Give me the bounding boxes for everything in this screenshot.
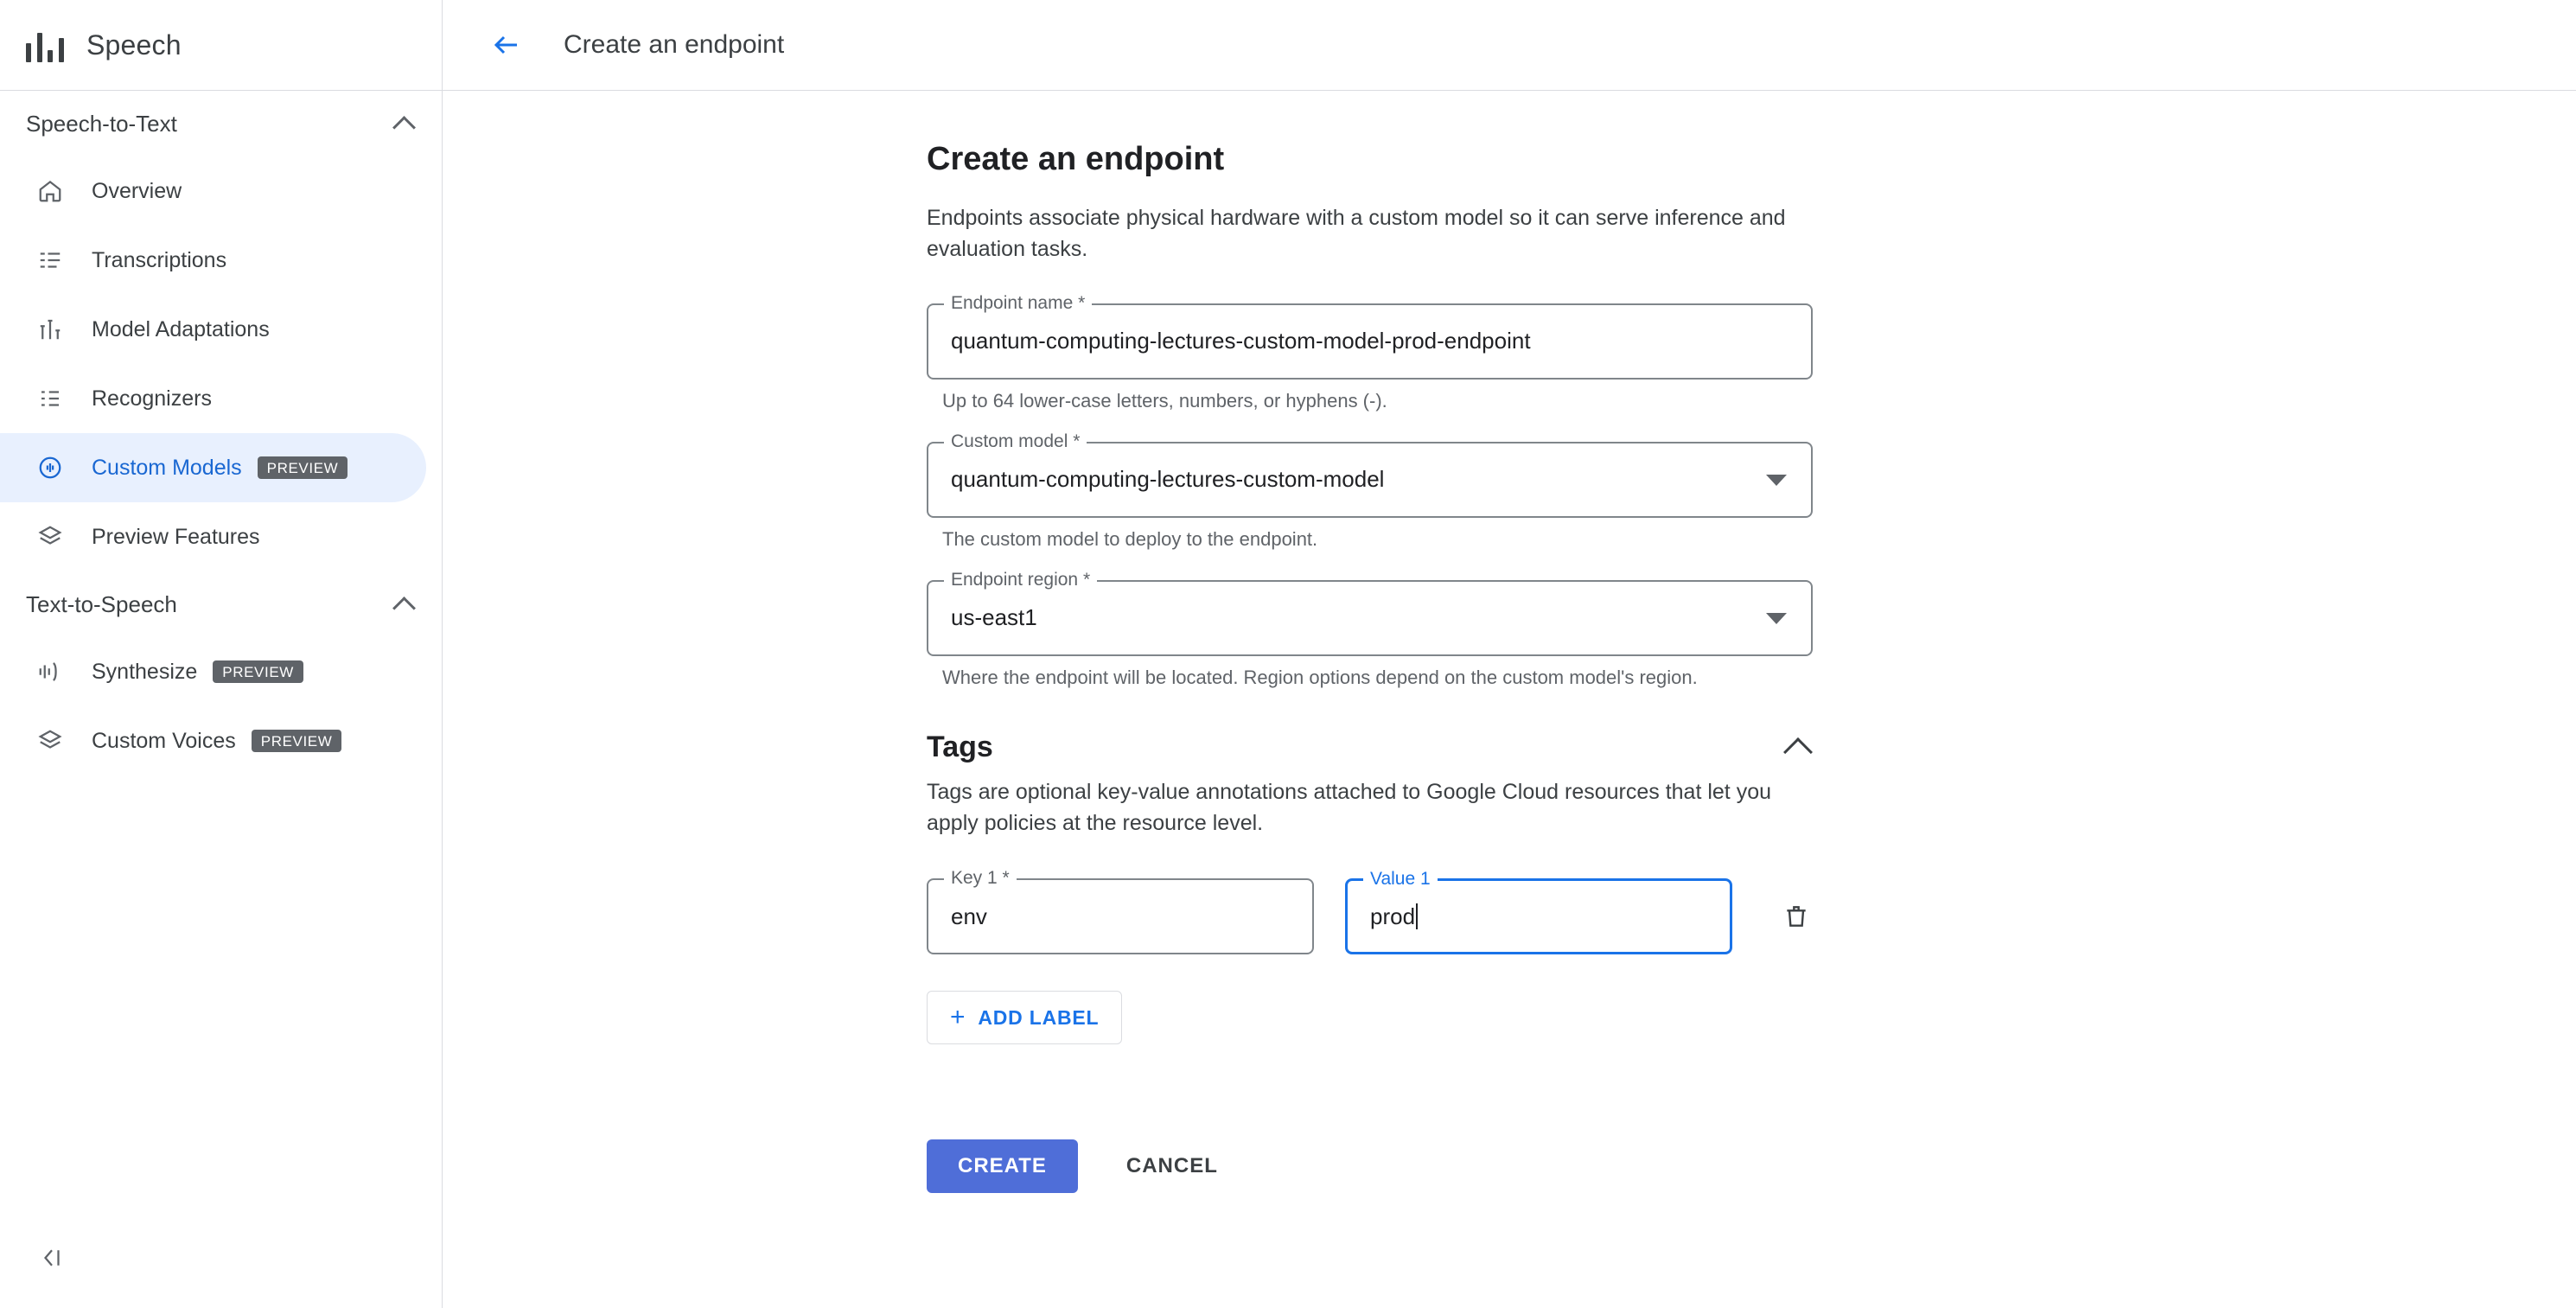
cancel-button[interactable]: CANCEL [1118,1154,1227,1178]
tag-key-label: Key 1 * [944,869,1017,887]
collapse-panel-icon[interactable] [35,1241,69,1275]
model-icon [31,449,69,487]
home-icon [31,172,69,210]
back-arrow-icon[interactable] [486,24,527,66]
sidebar-item-label: Custom Models [92,455,242,480]
tag-key-field[interactable] [927,868,1314,954]
status-badge: PREVIEW [213,660,303,683]
waveform-icon [31,653,69,691]
custom-model-helper: The custom model to deploy to the endpoint. [942,527,1318,550]
status-badge: PREVIEW [258,456,348,479]
tag-value-field[interactable] [1345,869,1732,954]
sidebar-item-model-adaptations[interactable] [0,295,442,364]
list-icon [31,380,69,418]
speech-bars-icon [26,28,64,62]
sidebar-item-label: Recognizers [92,386,212,411]
tag-value-label: Value 1 [1363,870,1438,888]
page-description: Endpoints associate physical hardware with a custom model so it can serve inference and evaluation tasks. [927,206,1786,262]
topbar [443,0,2576,91]
sidebar-item-label: Synthesize [92,659,198,684]
sidebar-item-label: Transcriptions [92,247,227,272]
brand-title: Speech [86,29,182,61]
sidebar-item-recognizers[interactable] [0,364,442,433]
nav-section-title: Text-to-Speech [26,590,177,617]
sidebar-item-custom-models[interactable] [0,433,426,502]
sidebar-item-preview-features[interactable] [0,502,442,571]
tag-row [927,868,1878,954]
endpoint-region-label: Endpoint region * [944,571,1097,589]
tune-icon [31,310,69,348]
layers-icon [31,722,69,760]
page-title-header: Create an endpoint [564,30,785,59]
endpoint-name-helper: Up to 64 lower-case letters, numbers, or hyphens (-). [942,389,1387,412]
form-actions [927,1139,1878,1193]
trash-icon[interactable] [1776,896,1817,937]
sidebar-item-label: Custom Voices [92,728,236,753]
sidebar-header [0,0,442,91]
sidebar-item-custom-voices[interactable] [0,706,442,775]
custom-model-label: Custom model * [944,432,1087,450]
chevron-up-icon[interactable] [1783,732,1813,762]
page-title: Create an endpoint [927,141,1225,177]
custom-model-select[interactable] [927,431,1813,518]
create-button[interactable]: CREATE [927,1139,1078,1193]
custom-model-value: quantum-computing-lectures-custom-model [951,466,1385,492]
nav-section-text-to-speech[interactable] [0,571,442,637]
sidebar-item-synthesize[interactable] [0,637,442,706]
chevron-down-icon[interactable] [1766,475,1787,486]
endpoint-region-select[interactable] [927,569,1813,656]
chevron-up-icon[interactable] [393,112,416,135]
sidebar-item-overview[interactable] [0,156,442,226]
main-content [443,0,2576,1308]
tags-title: Tags [927,730,993,763]
tag-value-value: prod [1370,903,1416,929]
plus-icon: + [950,1003,966,1031]
tags-description: Tags are optional key-value annotations attached to Google Cloud resources that let you apply policies at the resource level. [927,779,1772,835]
sidebar-item-label: Overview [92,178,182,203]
nav-section-speech-to-text[interactable] [0,91,442,156]
text-caret [1416,903,1418,929]
tag-key-value: env [951,903,987,929]
sidebar-item-label: Preview Features [92,524,260,549]
sidebar [0,0,443,1308]
tags-section-header[interactable] [927,731,1813,764]
transcript-icon [31,241,69,279]
endpoint-region-helper: Where the endpoint will be located. Region options depend on the custom model's region. [942,666,1698,688]
endpoint-name-label: Endpoint name * [944,294,1092,312]
layers-icon [31,518,69,556]
chevron-up-icon[interactable] [393,593,416,616]
sidebar-item-label: Model Adaptations [92,316,270,341]
content-area [443,91,2576,1193]
status-badge: PREVIEW [252,730,342,752]
endpoint-name-value: quantum-computing-lectures-custom-model-prod-endpoint [951,328,1531,354]
endpoint-region-value: us-east1 [951,604,1037,630]
add-label-text: ADD LABEL [978,1005,1100,1029]
nav-section-title: Speech-to-Text [26,110,177,137]
add-label-button[interactable] [927,991,1122,1044]
sidebar-item-transcriptions[interactable] [0,226,442,295]
endpoint-name-field[interactable] [927,292,1813,380]
chevron-down-icon[interactable] [1766,613,1787,624]
